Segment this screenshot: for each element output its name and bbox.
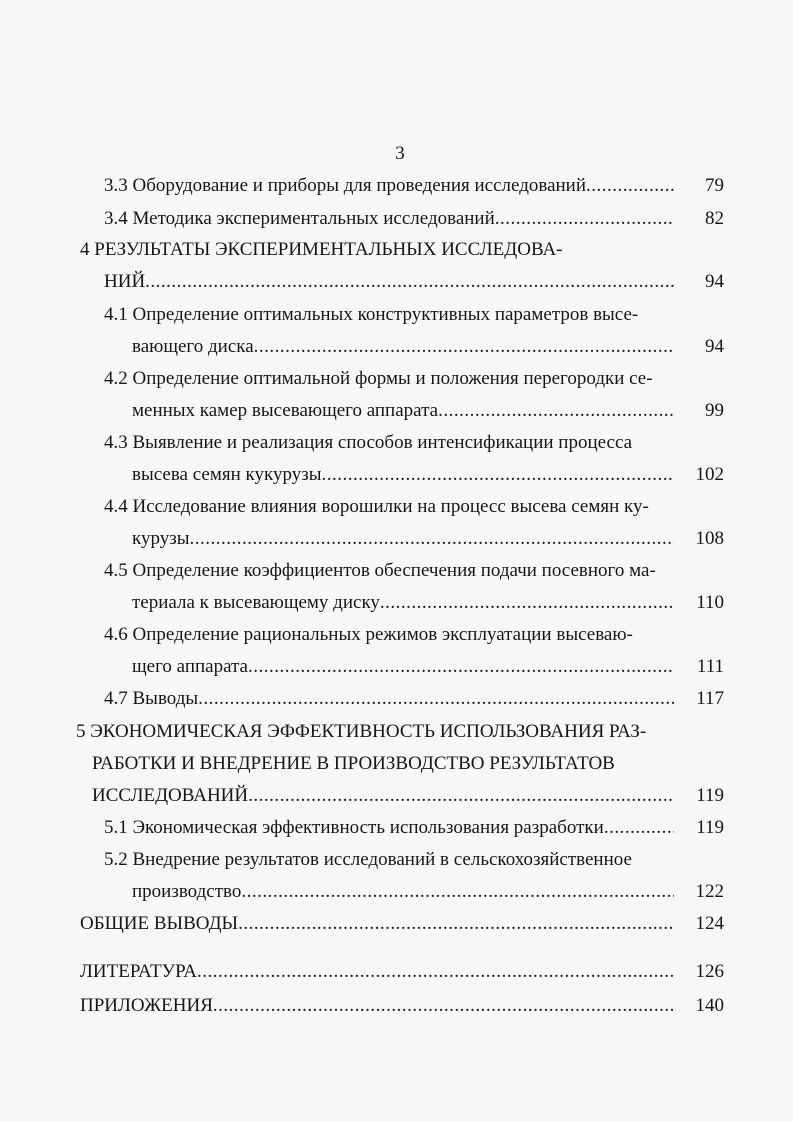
- leader-dots: [238, 912, 674, 936]
- toc-entry-title: ПРИЛОЖЕНИЯ: [80, 995, 213, 1016]
- toc-entry: [80, 994, 674, 1018]
- toc-page: 122: [695, 881, 724, 902]
- leader-dots: [198, 687, 674, 711]
- toc-entry: [104, 207, 674, 231]
- toc-entry-title-continued: менных камер высевающего аппарата: [132, 400, 439, 421]
- leader-dots: [604, 816, 674, 840]
- toc-entry: [132, 591, 674, 615]
- toc-entry-title-continued: высева семян кукурузы: [132, 464, 322, 485]
- toc-entry: [132, 527, 674, 551]
- toc-page: 82: [705, 208, 724, 229]
- toc-entry: [132, 463, 674, 487]
- toc-entry-title-continued: НИЙ: [104, 271, 146, 292]
- toc-entry-title: 4.1 Определение оптимальных конструктивных параметров высе-: [104, 304, 639, 325]
- toc-entry-title: 4.5 Определение коэффициентов обеспечения подачи посевного ма-: [104, 560, 656, 581]
- toc-entry-title-continued: производство: [132, 881, 242, 902]
- toc-entry-title: 4.3 Выявление и реализация способов интенсификации процесса: [104, 432, 633, 453]
- toc-entry-title: 5.2 Внедрение результатов исследований в сельскохозяйственное: [104, 849, 632, 870]
- toc-entry: [132, 655, 674, 679]
- toc-entry-title: ЛИТЕРАТУРА: [80, 961, 197, 982]
- toc-entry-title: 3.3 Оборудование и приборы для проведения исследований: [104, 175, 587, 196]
- toc-page: 94: [705, 271, 724, 292]
- toc-entry-title: 5 ЭКОНОМИЧЕСКАЯ ЭФФЕКТИВНОСТЬ ИСПОЛЬЗОВАНИЯ РАЗ-: [76, 721, 647, 742]
- toc-page: 99: [705, 400, 724, 421]
- leader-dots: [586, 174, 674, 198]
- leader-dots: [213, 994, 674, 1018]
- toc-entry-title: ОБЩИЕ ВЫВОДЫ: [80, 913, 239, 934]
- leader-dots: [248, 784, 674, 808]
- toc-page: 140: [695, 995, 724, 1016]
- toc-entry: [132, 399, 674, 423]
- toc-entry-title-continued: ИССЛЕДОВАНИЙ: [92, 785, 249, 806]
- leader-dots: [145, 270, 674, 294]
- toc-page: 117: [696, 688, 724, 709]
- toc-entry: [104, 687, 674, 711]
- leader-dots: [495, 207, 674, 231]
- toc-entry-title-continued: щего аппарата: [132, 656, 248, 677]
- toc-entry-title: 4.7 Выводы: [104, 688, 199, 709]
- toc-entry-title-continued: РАБОТКИ И ВНЕДРЕНИЕ В ПРОИЗВОДСТВО РЕЗУЛЬТАТОВ: [92, 753, 615, 774]
- page-number: 3: [395, 143, 405, 164]
- toc-entry: [80, 960, 674, 984]
- toc-page: 110: [696, 592, 724, 613]
- toc-entry-title-continued: вающего диска: [132, 336, 254, 357]
- leader-dots: [197, 960, 674, 984]
- toc-entry: [92, 784, 674, 808]
- toc-page: 102: [695, 464, 724, 485]
- toc-entry: [104, 816, 674, 840]
- leader-dots: [189, 527, 674, 551]
- toc-page: 94: [705, 336, 724, 357]
- toc-entry: [132, 335, 674, 359]
- toc-page: 126: [695, 961, 724, 982]
- toc-page: 79: [705, 175, 724, 196]
- leader-dots: [438, 399, 674, 423]
- toc-page: 119: [696, 817, 724, 838]
- toc-entry-title: 5.1 Экономическая эффективность использования разработки: [104, 817, 604, 838]
- toc-entry: [132, 880, 674, 904]
- toc-page: 119: [696, 785, 724, 806]
- toc-entry-title: 4 РЕЗУЛЬТАТЫ ЭКСПЕРИМЕНТАЛЬНЫХ ИССЛЕДОВА-: [80, 239, 563, 260]
- toc-entry-title: 4.4 Исследование влияния ворошилки на процесс высева семян ку-: [104, 496, 649, 517]
- toc-entry-title: 3.4 Методика экспериментальных исследований: [104, 208, 495, 229]
- toc-entry: [104, 174, 674, 198]
- leader-dots: [241, 880, 674, 904]
- leader-dots: [254, 335, 674, 359]
- toc-page: 124: [695, 913, 724, 934]
- toc-page: 111: [696, 656, 724, 677]
- toc-entry-title: 4.6 Определение рациональных режимов эксплуатации высеваю-: [104, 624, 633, 645]
- leader-dots: [380, 591, 674, 615]
- toc-entry-title-continued: териала к высевающему диску: [132, 592, 380, 613]
- toc-entry-title-continued: курузы: [132, 528, 190, 549]
- toc-page: 108: [695, 528, 724, 549]
- toc-entry: [104, 270, 674, 294]
- toc-entry-title: 4.2 Определение оптимальной формы и положения перегородки се-: [104, 368, 653, 389]
- toc-entry: [80, 912, 674, 936]
- leader-dots: [248, 655, 674, 679]
- leader-dots: [321, 463, 674, 487]
